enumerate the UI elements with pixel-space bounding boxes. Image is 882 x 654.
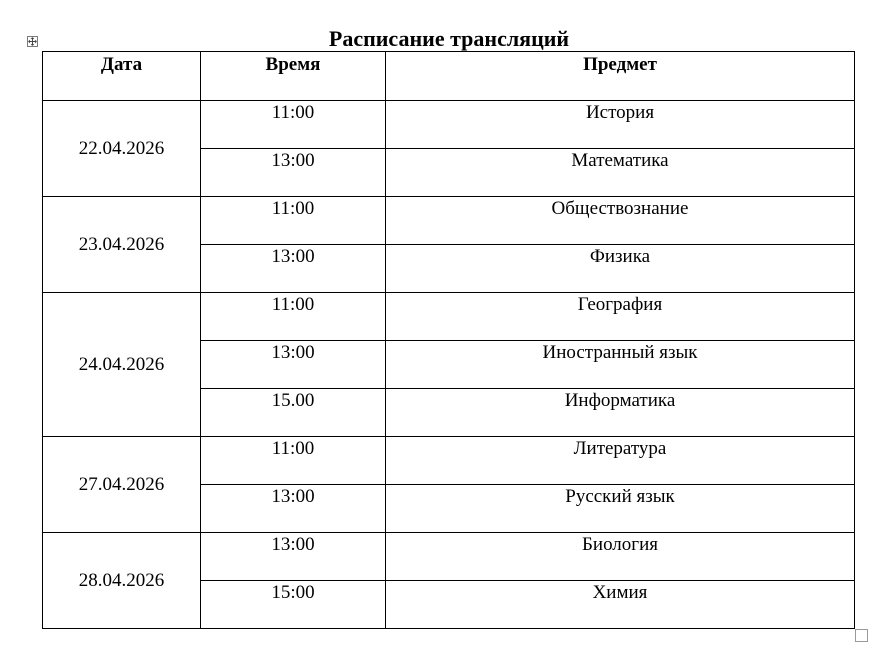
time-cell: 11:00: [201, 293, 386, 341]
time-cell: 13:00: [201, 149, 386, 197]
schedule-body: [43, 101, 855, 629]
subject-cell: История: [386, 101, 855, 149]
time-cell: 11:00: [201, 197, 386, 245]
header-time: Время: [201, 52, 386, 101]
document-title: Расписание трансляций: [328, 26, 570, 51]
table-row: [43, 197, 855, 245]
header-date: Дата: [43, 52, 201, 101]
table-move-handle-icon[interactable]: [27, 36, 38, 47]
subject-cell: География: [386, 293, 855, 341]
time-cell: 15:00: [201, 581, 386, 629]
schedule-table: [42, 51, 855, 629]
date-cell: 22.04.2026: [43, 101, 201, 197]
time-cell: 15.00: [201, 389, 386, 437]
date-cell: 28.04.2026: [43, 533, 201, 629]
table-row: [43, 101, 855, 149]
subject-cell: Иностранный язык: [386, 341, 855, 389]
subject-cell: Русский язык: [386, 485, 855, 533]
date-cell: 27.04.2026: [43, 437, 201, 533]
time-cell: 11:00: [201, 437, 386, 485]
subject-cell: Информатика: [386, 389, 855, 437]
time-cell: 13:00: [201, 485, 386, 533]
subject-cell: Биология: [386, 533, 855, 581]
time-cell: 13:00: [201, 245, 386, 293]
table-row: [43, 437, 855, 485]
subject-cell: Химия: [386, 581, 855, 629]
table-resize-handle[interactable]: [855, 629, 868, 642]
subject-cell: Математика: [386, 149, 855, 197]
table-header-row: [43, 52, 855, 101]
time-cell: 13:00: [201, 533, 386, 581]
subject-cell: Обществознание: [386, 197, 855, 245]
date-cell: 24.04.2026: [43, 293, 201, 437]
table-row: [43, 533, 855, 581]
time-cell: 11:00: [201, 101, 386, 149]
date-cell: 23.04.2026: [43, 197, 201, 293]
subject-cell: Литература: [386, 437, 855, 485]
time-cell: 13:00: [201, 341, 386, 389]
header-subject: Предмет: [386, 52, 855, 101]
table-row: [43, 293, 855, 341]
subject-cell: Физика: [386, 245, 855, 293]
